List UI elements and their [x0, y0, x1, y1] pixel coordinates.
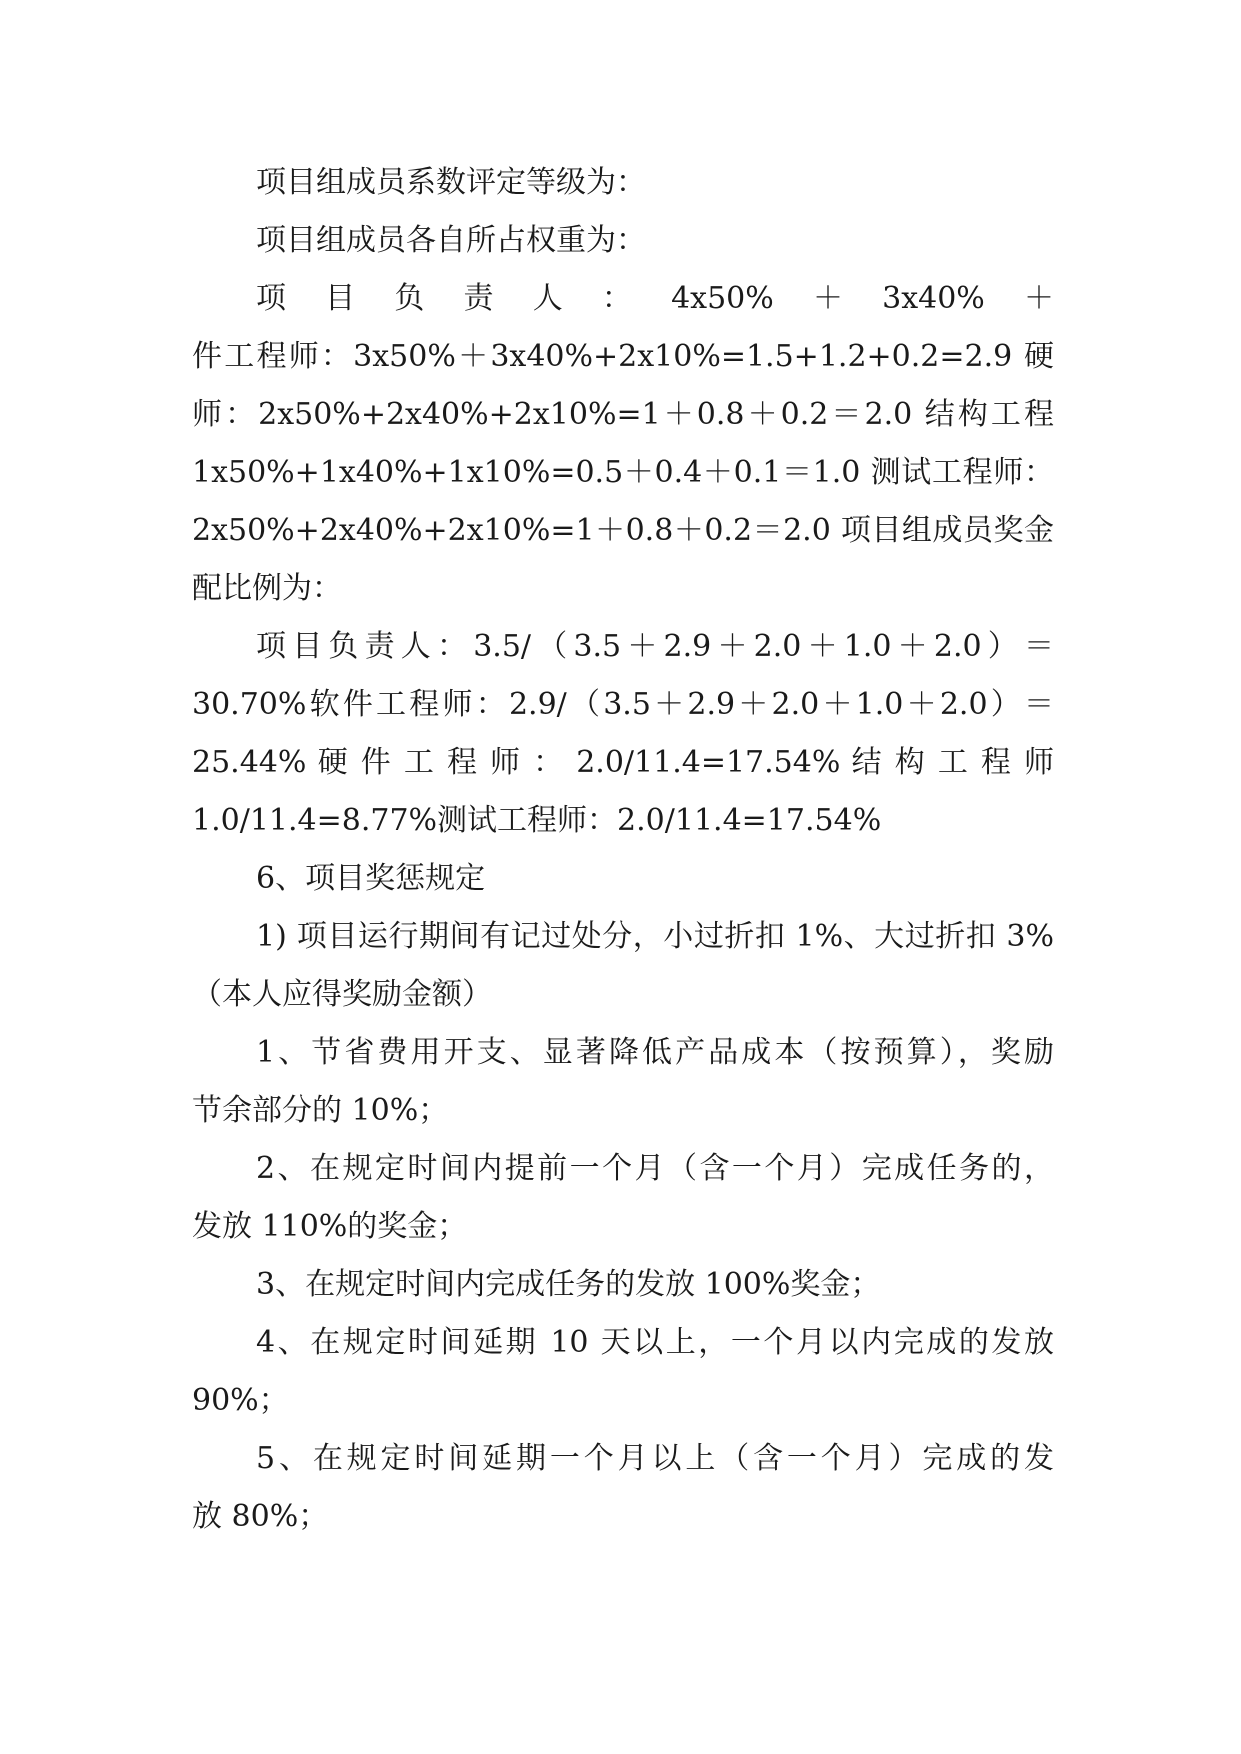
paragraph-line: 2x50%+2x40%+2x10%=1＋0.8＋0.2＝2.0 项目组成员奖金	[192, 513, 1054, 548]
paragraph-line: 25.44% 硬 件 工 程 师 ： 2.0/11.4=17.54% 结 构 工 程 师	[192, 745, 1054, 780]
paragraph-line: （本人应得奖励金额）	[192, 977, 492, 1012]
paragraph-line: 3、在规定时间内完成任务的发放 100%奖金；	[256, 1267, 881, 1302]
paragraph-line: 1x50%+1x40%+1x10%=0.5＋0.4＋0.1＝1.0 测试工程师：	[192, 455, 1054, 490]
paragraph-line: 90%；	[192, 1383, 289, 1418]
paragraph-line: 项目负责人：3.5/（3.5＋2.9＋2.0＋1.0＋2.0）＝	[256, 629, 1054, 664]
paragraph-line: 放 80%；	[192, 1499, 329, 1534]
paragraph-line: 2、在规定时间内提前一个月（含一个月）完成任务的，	[256, 1151, 1054, 1186]
paragraph-line: 配比例为：	[192, 571, 342, 606]
paragraph-line: 发放 110%的奖金；	[192, 1209, 468, 1244]
paragraph-line: 30.70%软件工程师：2.9/（3.5＋2.9＋2.0＋1.0＋2.0）＝	[192, 687, 1054, 722]
paragraph-line: 5、在规定时间延期一个月以上（含一个月）完成的发	[256, 1441, 1054, 1476]
paragraph-line: 师：2x50%+2x40%+2x10%=1＋0.8＋0.2＝2.0 结构工程	[192, 397, 1054, 432]
paragraph-line: 件工程师：3x50%＋3x40%+2x10%=1.5+1.2+0.2=2.9 硬	[192, 339, 1054, 374]
section-heading: 6、项目奖惩规定	[256, 861, 486, 896]
document-body	[192, 154, 1054, 1546]
paragraph-line: 1.0/11.4=8.77%测试工程师：2.0/11.4=17.54%	[192, 803, 882, 838]
paragraph-line: 1) 项目运行期间有记过处分，小过折扣 1%、大过折扣 3%	[256, 919, 1054, 954]
paragraph-line: 1、节省费用开支、显著降低产品成本（按预算），奖励	[256, 1035, 1054, 1070]
paragraph-line: 项目负责人：4x50%＋3x40%＋	[256, 281, 1054, 316]
paragraph-line: 4、在规定时间延期 10 天以上，一个月以内完成的发放	[256, 1325, 1054, 1360]
paragraph-line: 项目组成员系数评定等级为：	[256, 165, 646, 200]
paragraph-line: 节余部分的 10%；	[192, 1093, 449, 1128]
paragraph-line: 项目组成员各自所占权重为：	[256, 223, 646, 258]
